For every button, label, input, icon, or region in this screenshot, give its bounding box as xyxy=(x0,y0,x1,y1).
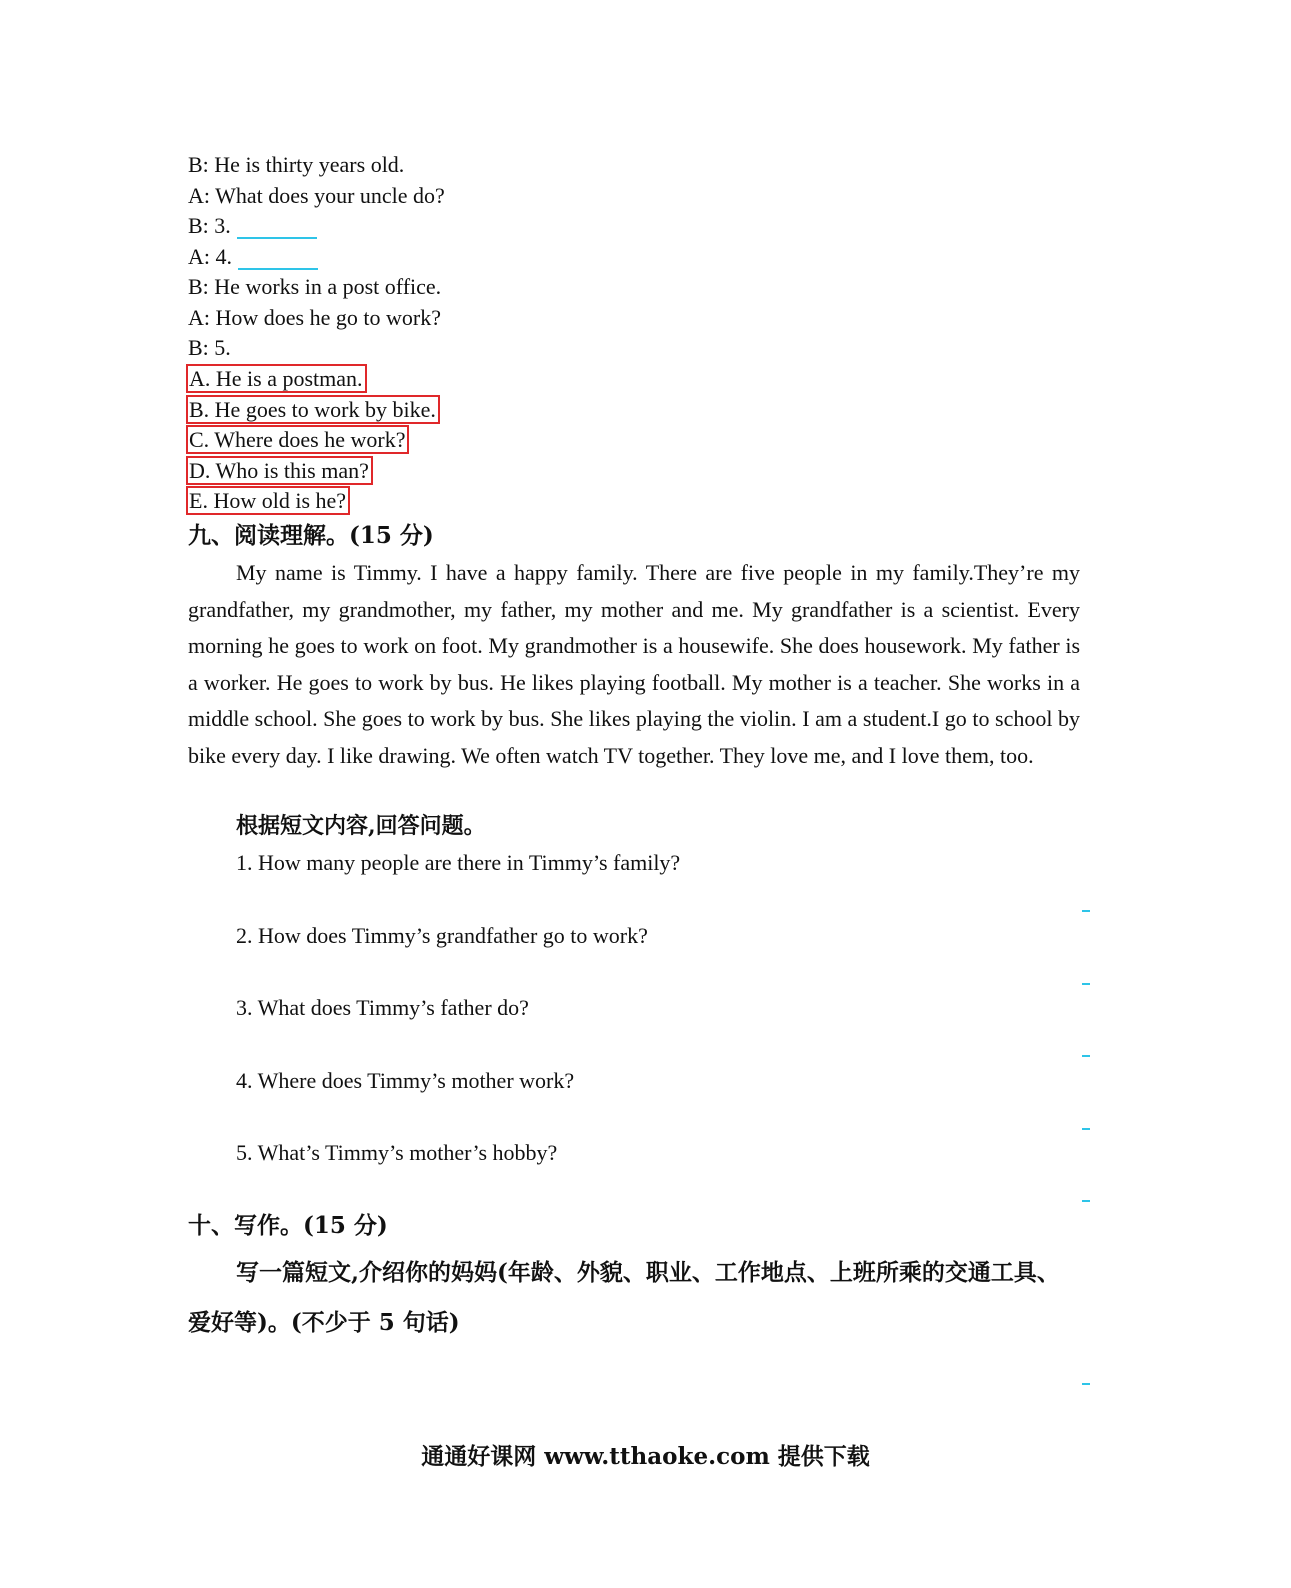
reading-passage-text: My name is Timmy. I have a happy family. There are five people in my family.They’re my grandfather, my grandmother, my father, my mother and me. My grandfather is a scientist. Every morning he goes to work on foot. My grandmother is a housewife. She does housework. My father is a worker. He goes to work by bus. He likes playing football. My mother is a teacher. She works in a middle school. She goes to work by bus. She likes playing the violin. I am a student.I go to school by bike every day. I like drawing. We often watch TV together. They love me, and I love them, too. xyxy=(188,560,1080,768)
dialogue-line xyxy=(188,211,317,241)
dialogue-line-text: A: 4. xyxy=(188,244,232,269)
dialogue-line: A: What does your uncle do? xyxy=(188,183,445,208)
option-item xyxy=(186,425,409,455)
question-item: 5. What’s Timmy’s mother’s hobby? xyxy=(236,1140,558,1165)
dialogue-line: B: He is thirty years old. xyxy=(188,152,405,177)
answer-line-mark[interactable] xyxy=(1082,910,1090,912)
dialogue-line: B: 5. xyxy=(188,335,231,360)
answer-line-mark[interactable] xyxy=(1082,983,1090,985)
option-item xyxy=(186,395,440,425)
reading-instruction: 根据短文内容,回答问题。 xyxy=(236,813,486,839)
dialogue-line: B: He works in a post office. xyxy=(188,274,442,299)
option-item xyxy=(186,486,350,516)
option-text: B. He goes to work by bike. xyxy=(186,395,440,424)
option-text: D. Who is this man? xyxy=(186,456,373,485)
answer-line-mark[interactable] xyxy=(1082,1383,1090,1385)
writing-prompt xyxy=(188,1248,1080,1348)
answer-line-mark[interactable] xyxy=(1082,1200,1090,1202)
answer-blank[interactable] xyxy=(237,237,317,239)
question-item: 2. How does Timmy’s grandfather go to work? xyxy=(236,923,648,948)
option-text: C. Where does he work? xyxy=(186,425,409,454)
option-text: E. How old is he? xyxy=(186,486,350,515)
dialogue-line-text: B: 3. xyxy=(188,213,231,238)
writing-heading: 十、写作。(15 分) xyxy=(188,1212,388,1239)
reading-heading: 九、阅读理解。(15 分) xyxy=(188,522,434,549)
question-item: 3. What does Timmy’s father do? xyxy=(236,995,529,1020)
dialogue-line xyxy=(188,242,318,272)
answer-line-mark[interactable] xyxy=(1082,1128,1090,1130)
option-item xyxy=(186,364,367,394)
question-item: 1. How many people are there in Timmy’s family? xyxy=(236,850,681,875)
question-item: 4. Where does Timmy’s mother work? xyxy=(236,1068,575,1093)
option-text: A. He is a postman. xyxy=(186,364,367,393)
reading-passage xyxy=(188,555,1080,774)
dialogue-line: A: How does he go to work? xyxy=(188,305,441,330)
footer-source: 通通好课网 www.tthaoke.com 提供下载 xyxy=(421,1443,870,1470)
answer-line-mark[interactable] xyxy=(1082,1055,1090,1057)
answer-blank[interactable] xyxy=(238,268,318,270)
option-item xyxy=(186,456,373,486)
writing-prompt-text: 写一篇短文,介绍你的妈妈(年龄、外貌、职业、工作地点、上班所乘的交通工具、爱好等)。(不少于 5 句话) xyxy=(188,1259,1060,1336)
